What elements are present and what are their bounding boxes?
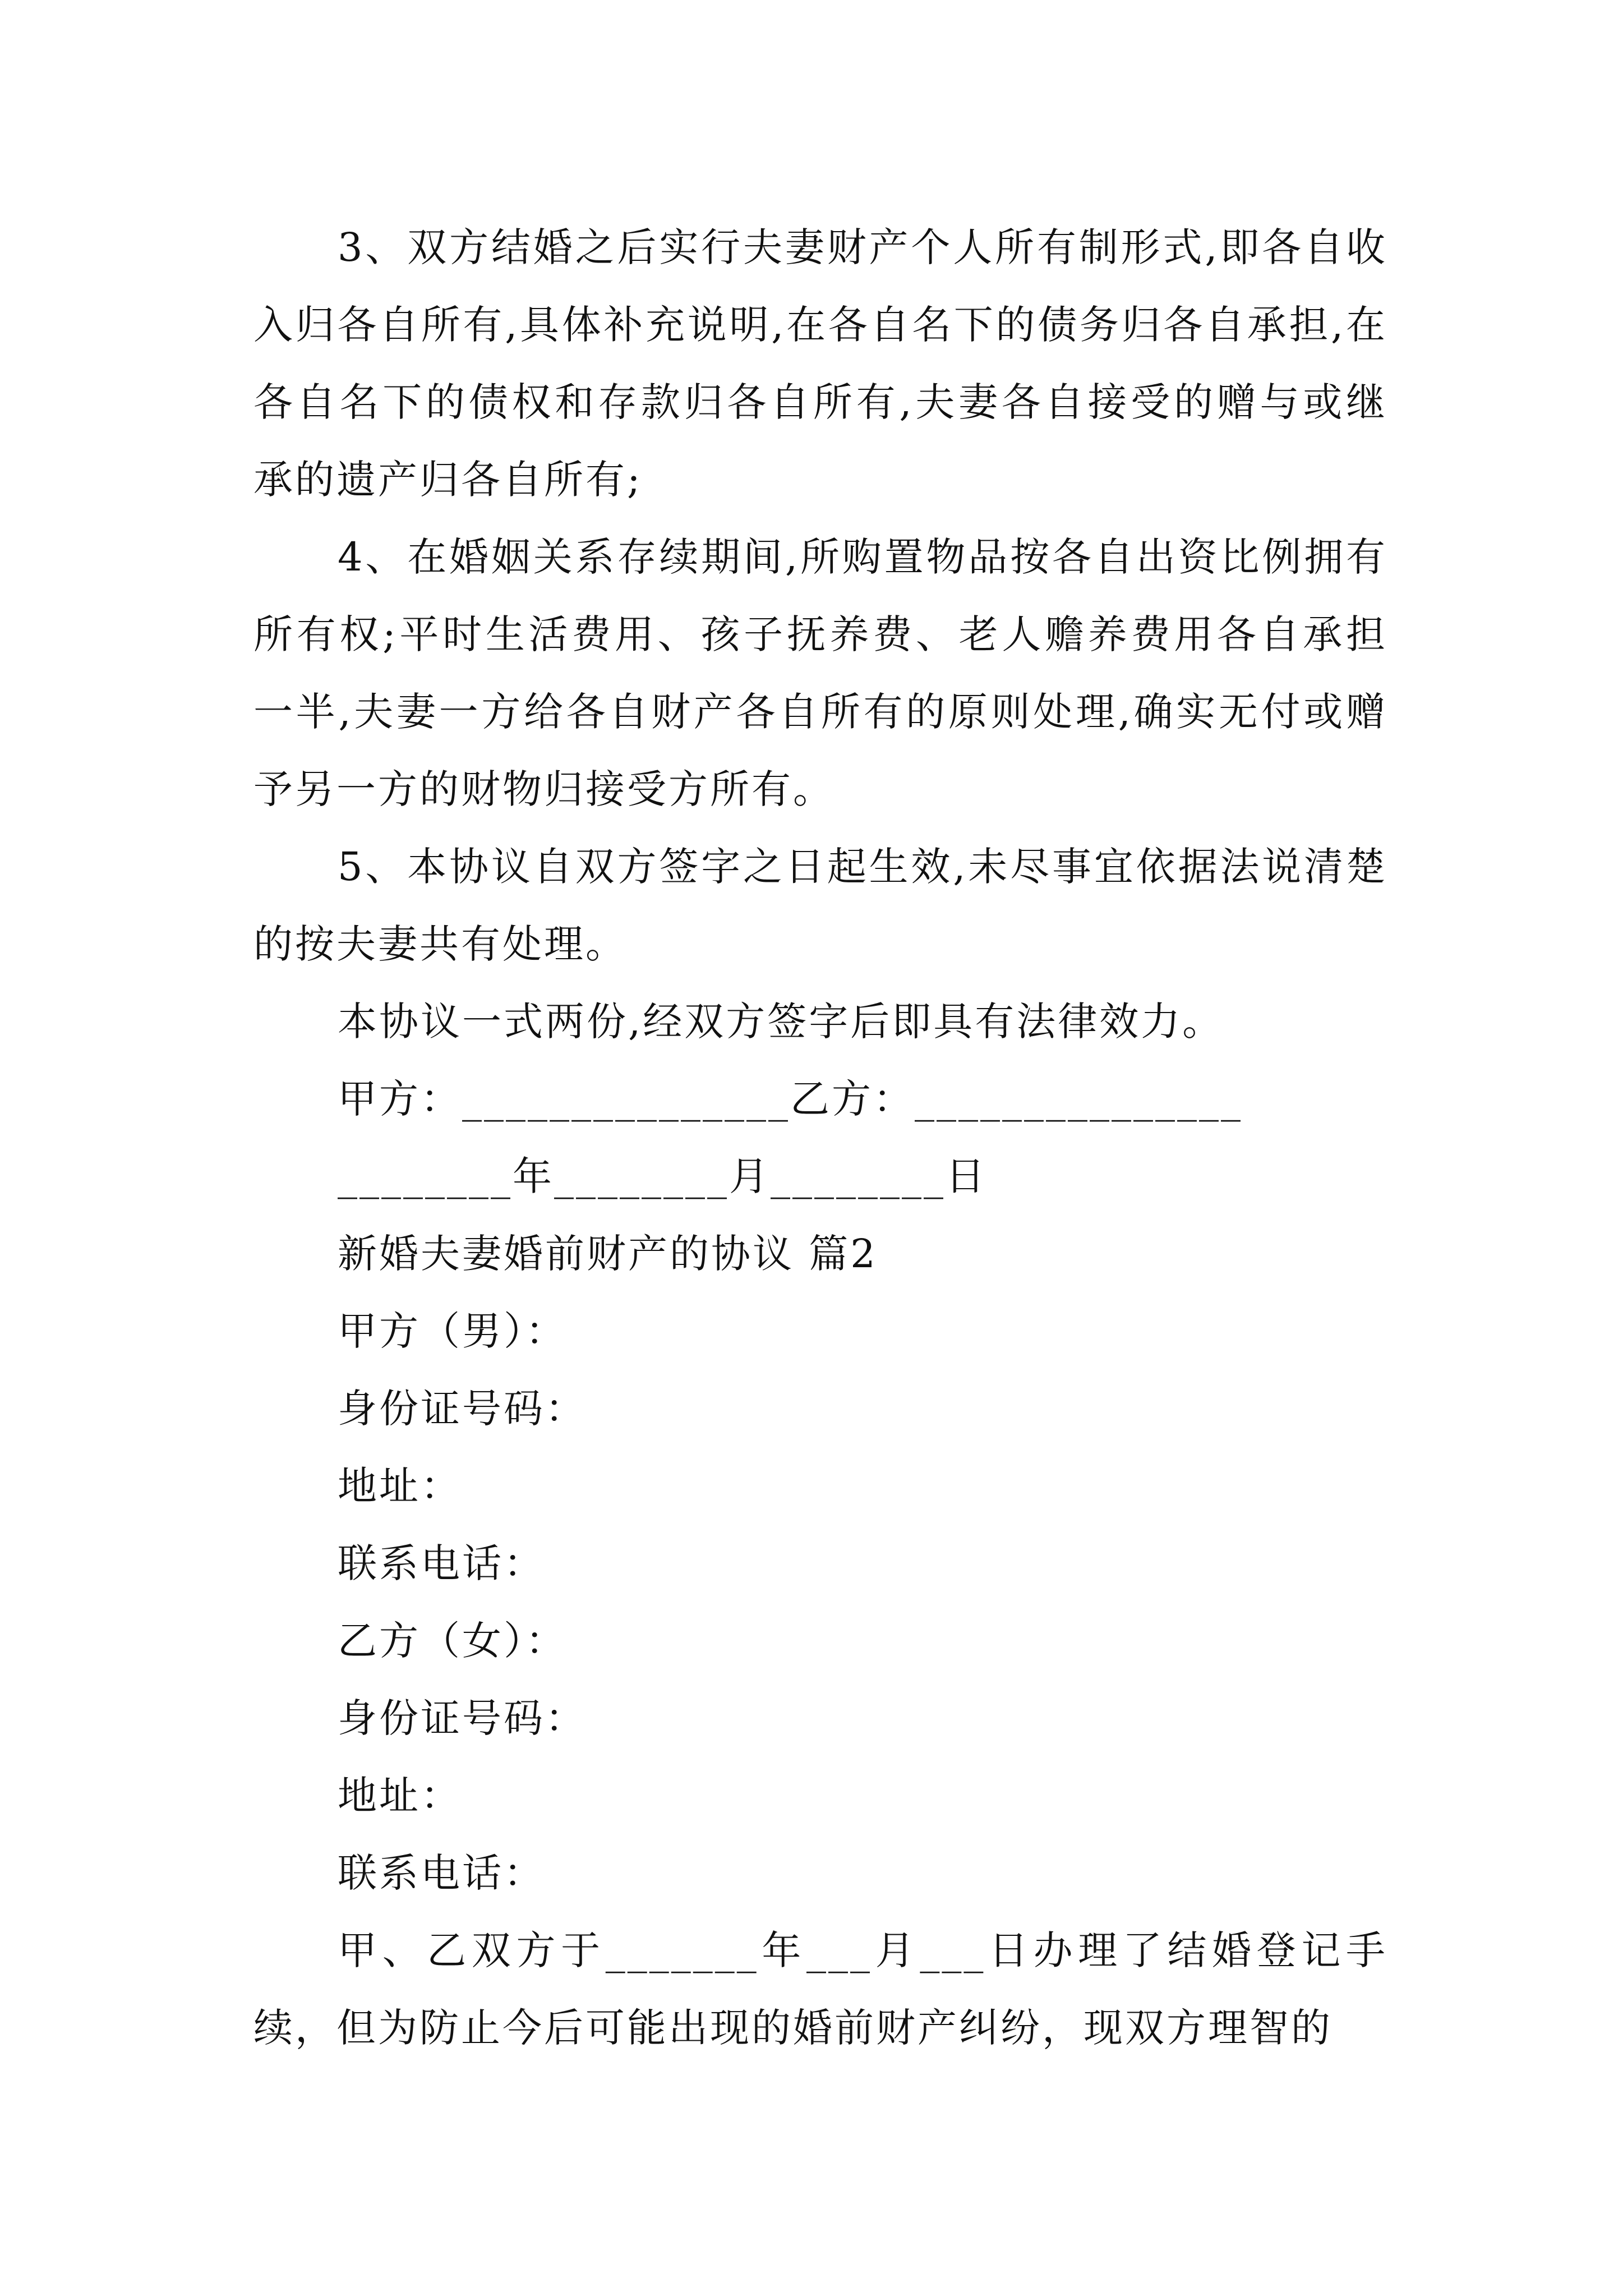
- party-a-address-label: 地址：: [338, 1463, 462, 1509]
- section-heading: 新婚夫妻婚前财产的协议 篇2: [338, 1231, 878, 1277]
- closing-statement: 本协议一式两份,经双方签字后即具有法律效力。: [338, 999, 1224, 1045]
- signature-line: 甲方：_______________乙方：_______________: [338, 1076, 1243, 1122]
- party-b-label: 乙方（女）：: [338, 1618, 567, 1664]
- party-b-phone-label: 联系电话：: [338, 1850, 545, 1896]
- party-a-id-label: 身份证号码：: [338, 1386, 587, 1432]
- section-intro: 甲、乙双方于_______年___月___日办理了结婚登记手续，但为防止今后可能出现的婚前财产纠纷，现双方理智的: [253, 1927, 1387, 2051]
- clause-4: 4、在婚姻关系存续期间,所购置物品按各自出资比例拥有所有权;平时生活费用、孩子抚养费、老人赡养费用各自承担一半,夫妻一方给各自财产各自所有的原则处理,确实无付或赠予另一方的财物归接受方所有。: [253, 534, 1387, 812]
- party-b-id-label: 身份证号码：: [338, 1695, 587, 1741]
- party-a-label: 甲方（男）：: [338, 1308, 567, 1354]
- date-line: ________年________月________日: [338, 1153, 987, 1199]
- party-b-address-label: 地址：: [338, 1773, 462, 1819]
- document-page: [253, 209, 1387, 2067]
- party-a-phone-label: 联系电话：: [338, 1540, 545, 1586]
- clause-5: 5、本协议自双方签字之日起生效,未尽事宜依据法说清楚的按夫妻共有处理。: [253, 844, 1387, 967]
- clause-3: 3、双方结婚之后实行夫妻财产个人所有制形式,即各自收入归各自所有,具体补充说明,在各自名下的债务归各自承担,在各自名下的债权和存款归各自所有,夫妻各自接受的赠与或继承的遗产归各自所有;: [253, 224, 1387, 503]
